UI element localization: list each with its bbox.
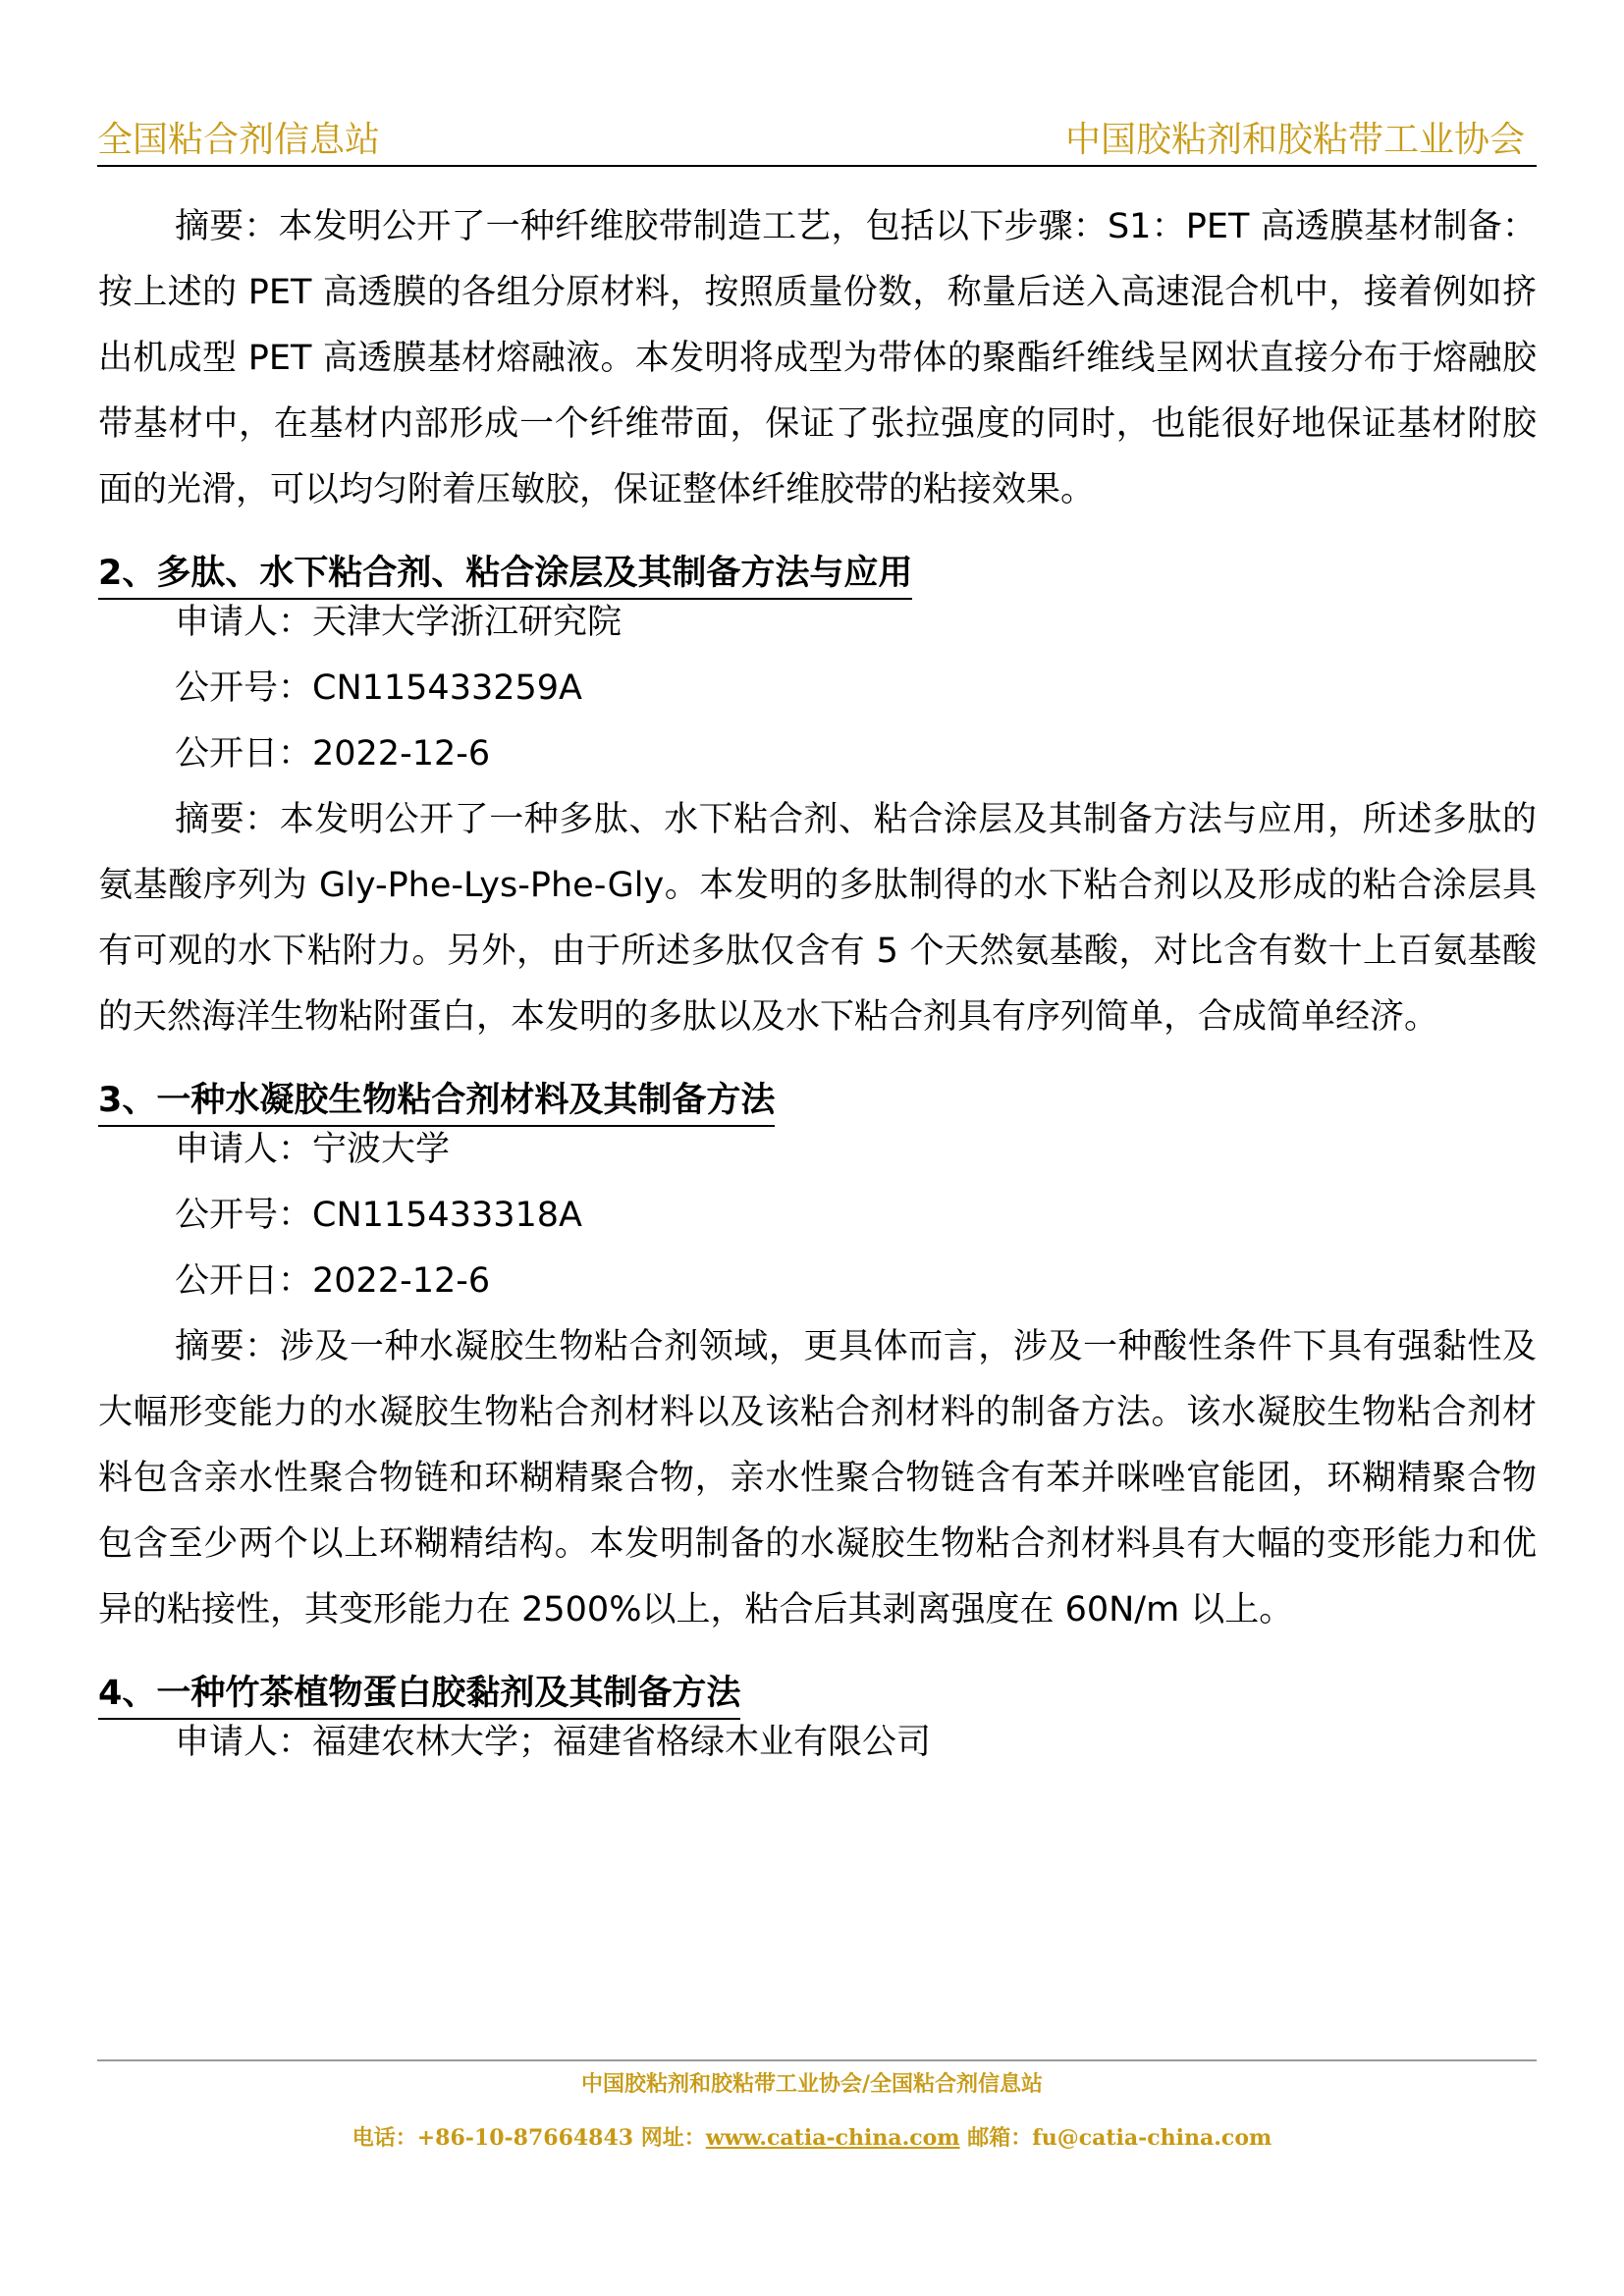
entry-abstract: 摘要：涉及一种水凝胶生物粘合剂领域，更具体而言，涉及一种酸性条件下具有强黏性及大幅形变能力的水凝胶生物粘合剂材料以及该粘合剂材料的制备方法。该水凝胶生物粘合剂材料包含亲水性聚合物链和环糊精聚合物，亲水性聚合物链含有苯并咪唑官能团，环糊精聚合物包含至少两个以上环糊精结构。本发明制备的水凝胶生物粘合剂材料具有大幅的变形能力和优异的粘接性，其变形能力在 2500%以上，粘合后其剥离强度在 60N/m 以上。 (98, 1327, 1537, 1629)
entry-publication-date: 公开日：2022-12-6 (175, 1261, 491, 1301)
footer-website-link[interactable]: www.catia-china.com (705, 2125, 960, 2151)
footer-email: 邮箱：fu@catia-china.com (959, 2125, 1272, 2151)
entry-publication-number: 公开号：CN115433318A (175, 1196, 582, 1235)
entry-4-title-wrap (98, 1643, 1537, 1713)
entry-applicant: 申请人：福建农林大学；福建省格绿木业有限公司 (175, 1723, 932, 1762)
header-association-name: 中国胶粘剂和胶粘带工业协会 (1064, 120, 1525, 160)
entry-applicant: 申请人：宁波大学 (175, 1130, 451, 1169)
entry-publication-number: 公开号：CN115433259A (175, 668, 582, 708)
footer-divider (97, 2059, 1537, 2061)
intro-abstract: 摘要：本发明公开了一种纤维胶带制造工艺，包括以下步骤：S1：PET 高透膜基材制备：按上述的 PET 高透膜的各组分原材料，按照质量份数，称量后送入高速混合机中，接着例如挤出机成型 PET 高透膜基材熔融液。本发明将成型为带体的聚酯纤维线呈网状直接分布于熔融胶带基材中，在基材内部形成一个纤维带面，保证了张拉强度的同时，也能很好地保证基材附胶面的光滑，可以均匀附着压敏胶，保证整体纤维胶带的粘接效果。 (98, 207, 1537, 509)
document-body (98, 194, 1537, 1776)
entry-title: 4、一种竹茶植物蛋白胶黏剂及其制备方法 (98, 1669, 740, 1720)
footer-phone: 电话：+86-10-87664843 网址： (352, 2125, 706, 2151)
entry-title: 2、多肽、水下粘合剂、粘合涂层及其制备方法与应用 (98, 549, 912, 600)
entry-abstract: 摘要：本发明公开了一种多肽、水下粘合剂、粘合涂层及其制备方法与应用，所述多肽的氨基酸序列为 Gly-Phe-Lys-Phe-Gly。本发明的多肽制得的水下粘合剂以及形成的粘合涂层具有可观的水下粘附力。另外，由于所述多肽仅含有 5 个天然氨基酸，对比含有数十上百氨基酸的天然海洋生物粘附蛋白，本发明的多肽以及水下粘合剂具有序列简单，合成简单经济。 (98, 800, 1537, 1037)
entry-applicant: 申请人：天津大学浙江研究院 (175, 603, 623, 642)
page-header (97, 116, 1537, 167)
header-site-name: 全国粘合剂信息站 (97, 120, 381, 160)
entry-3-title-wrap (98, 1050, 1537, 1120)
entry-publication-date: 公开日：2022-12-6 (175, 734, 491, 774)
footer-organization: 中国胶粘剂和胶粘带工业协会/全国粘合剂信息站 (580, 2071, 1044, 2097)
entry-title: 3、一种水凝胶生物粘合剂材料及其制备方法 (98, 1076, 775, 1127)
footer-contact (0, 2123, 1624, 2153)
entry-2-title-wrap (98, 523, 1537, 593)
